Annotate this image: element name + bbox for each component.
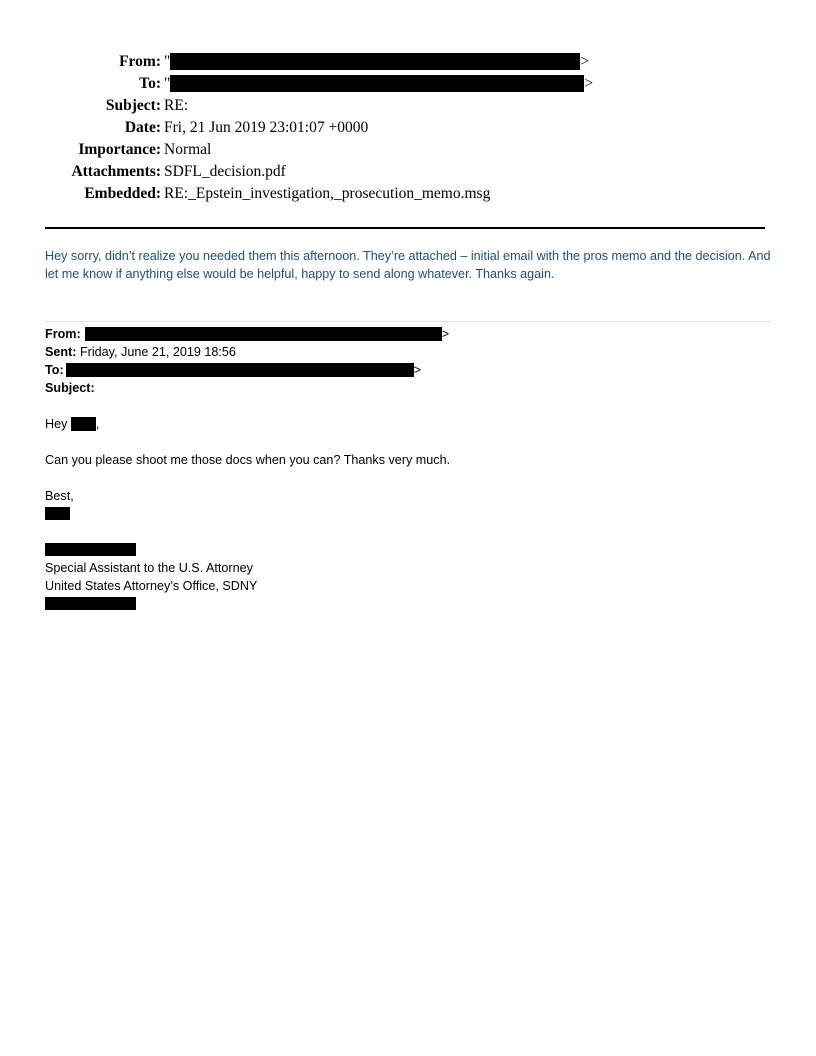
- importance-label: Importance:: [78, 141, 161, 158]
- subject-label: Subject:: [105, 97, 161, 114]
- redaction-block: [45, 597, 136, 610]
- redaction-block: [45, 543, 136, 556]
- quoted-sent-row: [45, 343, 773, 361]
- signer-name-line: [45, 505, 773, 523]
- signature-contact-line: [45, 595, 773, 613]
- header-from-row: [0, 51, 816, 73]
- signature-office: United States Attorney’s Office, SDNY: [45, 579, 258, 593]
- greeting-comma: ,: [95, 417, 100, 431]
- header-to-row: [0, 73, 816, 95]
- from-value: [164, 51, 589, 73]
- redaction-block: [170, 75, 584, 92]
- greeting-line: [45, 415, 773, 433]
- subject-value: RE:: [164, 97, 189, 114]
- quoted-to-bracket: >: [413, 363, 422, 377]
- quoted-from-label: From:: [45, 327, 81, 341]
- importance-value: Normal: [164, 141, 212, 158]
- quoted-from-row: [45, 325, 773, 343]
- redaction-block: [71, 417, 96, 431]
- quoted-sent-label: Sent:: [45, 345, 77, 359]
- redaction-block: [45, 507, 70, 520]
- closing-line: Best,: [45, 489, 74, 503]
- header-date-row: [0, 117, 816, 139]
- to-label: To:: [139, 75, 161, 92]
- quote-divider: [45, 321, 771, 322]
- quoted-to-label: To:: [45, 363, 64, 377]
- quoted-subject-row: [45, 379, 773, 397]
- date-label: Date:: [124, 119, 161, 136]
- from-quote: ": [164, 53, 171, 70]
- header-divider: [45, 227, 765, 229]
- to-bracket: >: [584, 75, 594, 92]
- embedded-label: Embedded:: [84, 185, 161, 202]
- quoted-to-row: [45, 361, 773, 379]
- attachments-label: Attachments:: [71, 163, 161, 180]
- quoted-sent-value: Friday, June 21, 2019 18:56: [79, 345, 236, 359]
- email-header: [0, 51, 816, 205]
- embedded-file: RE:_Epstein_investigation,_prosecution_memo.msg: [164, 185, 491, 202]
- reply-body: [45, 247, 773, 283]
- signature-title: Special Assistant to the U.S. Attorney: [45, 561, 253, 575]
- redaction-block: [170, 53, 580, 70]
- quoted-subject-label: Subject:: [45, 381, 95, 395]
- quoted-from-bracket: >: [441, 327, 450, 341]
- date-value: Fri, 21 Jun 2019 23:01:07 +0000: [164, 119, 369, 136]
- body-line: Can you please shoot me those docs when you can? Thanks very much.: [45, 453, 451, 467]
- from-label: From:: [119, 53, 161, 70]
- quoted-message: [45, 325, 773, 613]
- greeting-text: Hey: [45, 417, 68, 431]
- redaction-block: [85, 327, 442, 341]
- redaction-block: [66, 363, 414, 377]
- header-subject-row: [0, 95, 816, 117]
- header-importance-row: [0, 139, 816, 161]
- attachment-file: SDFL_decision.pdf: [164, 163, 286, 180]
- reply-text: Hey sorry, didn’t realize you needed them this afternoon. They’re attached – initial email with the pros memo and the decision. And let me know if anything else would be helpful, happy to send along whatever. Thanks again.: [45, 249, 771, 281]
- to-quote: ": [164, 75, 171, 92]
- header-embedded-row: [0, 183, 816, 205]
- signature-name-line: [45, 541, 773, 559]
- header-attachments-row: [0, 161, 816, 183]
- from-bracket: >: [580, 53, 590, 70]
- to-value: [164, 73, 593, 95]
